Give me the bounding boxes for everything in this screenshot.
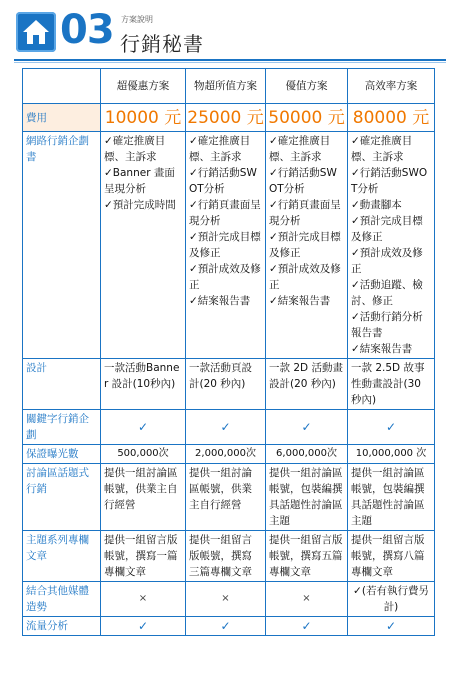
table-row-media xyxy=(23,582,435,617)
price-value-2: 25000 元 xyxy=(186,104,266,132)
forum-cell-3: 提供一組討論區帳號，包裝編撰具話題性討論區主題 xyxy=(266,464,348,531)
list-item: ✓確定推廣目標、主訴求 xyxy=(189,135,251,163)
cross-icon: × xyxy=(186,582,266,617)
plan-cell-2 xyxy=(186,132,266,359)
exposure-cell-3: 6,000,000次 xyxy=(266,445,348,464)
design-cell-4: 一款 2.5D 故事性動畫設計(30 秒內) xyxy=(348,359,435,410)
list-item: ✓行銷活動SWOT分析 xyxy=(189,167,257,195)
forum-cell-2: 提供一組討論區帳號，供業主自行經營 xyxy=(186,464,266,531)
list-item: ✓活動行銷分析報告書 xyxy=(351,311,423,339)
list-item: ✓Banner 畫面呈現分析 xyxy=(104,167,175,195)
table-row-forum xyxy=(23,464,435,531)
design-cell-3: 一款 2D 活動畫設計(20 秒內) xyxy=(266,359,348,410)
check-icon: ✓ xyxy=(348,617,435,636)
table-header-row xyxy=(23,69,435,104)
table-row-exposure xyxy=(23,445,435,464)
row-label-design: 設計 xyxy=(23,359,101,410)
media-cell-4: ✓(若有執行費另計) xyxy=(348,582,435,617)
list-item: ✓動畫腳本 xyxy=(351,199,402,211)
check-icon: ✓ xyxy=(348,410,435,445)
article-cell-1: 提供一組留言版帳號，撰寫一篇專欄文章 xyxy=(101,531,186,582)
row-label-keyword: 關鍵字行銷企劃 xyxy=(23,410,101,445)
plan-comparison-table xyxy=(22,68,435,636)
price-value-1: 10000 元 xyxy=(101,104,186,132)
cross-icon: × xyxy=(266,582,348,617)
section-header xyxy=(0,0,461,60)
list-item: ✓確定推廣目標、主訴求 xyxy=(269,135,331,163)
row-label-exposure: 保證曝光數 xyxy=(23,445,101,464)
table-row-plan xyxy=(23,132,435,359)
list-item: ✓確定推廣目標、主訴求 xyxy=(351,135,413,163)
check-icon: ✓ xyxy=(186,410,266,445)
house-icon xyxy=(16,12,56,52)
check-icon: ✓ xyxy=(101,617,186,636)
exposure-cell-4: 10,000,000 次 xyxy=(348,445,435,464)
price-value-4: 80000 元 xyxy=(348,104,435,132)
header-divider xyxy=(14,59,446,61)
list-item: ✓行銷活動SWOT分析 xyxy=(269,167,337,195)
table-row-traffic xyxy=(23,617,435,636)
plan-header-2: 物超所值方案 xyxy=(186,69,266,104)
design-cell-1: 一款活動Banner 設計(10秒內) xyxy=(101,359,186,410)
list-item: ✓結案報告書 xyxy=(189,295,251,307)
plan-cell-4 xyxy=(348,132,435,359)
list-item: ✓行銷頁畫面呈現分析 xyxy=(189,199,261,227)
article-cell-4: 提供一組留言版帳號，撰寫八篇專欄文章 xyxy=(348,531,435,582)
row-label-media: 結合其他媒體造勢 xyxy=(23,582,101,617)
corner-cell xyxy=(23,69,101,104)
exposure-cell-2: 2,000,000次 xyxy=(186,445,266,464)
plan-header-3: 優值方案 xyxy=(266,69,348,104)
row-label-article: 主題系列專欄文章 xyxy=(23,531,101,582)
check-icon: ✓ xyxy=(186,617,266,636)
forum-cell-4: 提供一組討論區帳號，包裝編撰具話題性討論區主題 xyxy=(348,464,435,531)
plan-cell-1 xyxy=(101,132,186,359)
section-title: 行銷秘書 xyxy=(120,32,204,56)
row-label-price: 費用 xyxy=(23,104,101,132)
list-item: ✓預計成效及修正 xyxy=(269,263,341,291)
check-icon: ✓ xyxy=(266,617,348,636)
list-item: ✓預計成效及修正 xyxy=(351,247,423,275)
section-number: 03 xyxy=(60,7,114,53)
list-item: ✓預計完成目標及修正 xyxy=(269,231,341,259)
list-item: ✓行銷頁畫面呈現分析 xyxy=(269,199,341,227)
table-row-price xyxy=(23,104,435,132)
section-subtitle: 方案說明 xyxy=(121,15,153,24)
plan-header-4: 高效率方案 xyxy=(348,69,435,104)
list-item: ✓預計完成目標及修正 xyxy=(351,215,423,243)
list-item: ✓確定推廣目標、主訴求 xyxy=(104,135,166,163)
row-label-traffic: 流量分析 xyxy=(23,617,101,636)
list-item: ✓結案報告書 xyxy=(351,343,413,355)
plan-header-1: 超優惠方案 xyxy=(101,69,186,104)
row-label-forum: 討論區話題式行銷 xyxy=(23,464,101,531)
price-value-3: 50000 元 xyxy=(266,104,348,132)
article-cell-3: 提供一組留言版帳號，撰寫五篇專欄文章 xyxy=(266,531,348,582)
forum-cell-1: 提供一組討論區帳號，供業主自行經營 xyxy=(101,464,186,531)
list-item: ✓活動追蹤、檢討、修正 xyxy=(351,279,423,307)
check-icon: ✓ xyxy=(101,410,186,445)
table-row-design xyxy=(23,359,435,410)
table-row-keyword xyxy=(23,410,435,445)
plan-cell-3 xyxy=(266,132,348,359)
list-item: ✓預計成效及修正 xyxy=(189,263,261,291)
exposure-cell-1: 500,000次 xyxy=(101,445,186,464)
table-row-article xyxy=(23,531,435,582)
design-cell-2: 一款活動頁設計(20 秒內) xyxy=(186,359,266,410)
list-item: ✓預計完成目標及修正 xyxy=(189,231,261,259)
check-icon: ✓ xyxy=(266,410,348,445)
header-divider-thin xyxy=(14,62,446,63)
list-item: ✓預計完成時間 xyxy=(104,199,176,211)
row-label-plan: 網路行銷企劃書 xyxy=(23,132,101,359)
cross-icon: × xyxy=(101,582,186,617)
article-cell-2: 提供一組留言版帳號，撰寫三篇專欄文章 xyxy=(186,531,266,582)
list-item: ✓行銷活動SWOT分析 xyxy=(351,167,428,195)
list-item: ✓結案報告書 xyxy=(269,295,331,307)
